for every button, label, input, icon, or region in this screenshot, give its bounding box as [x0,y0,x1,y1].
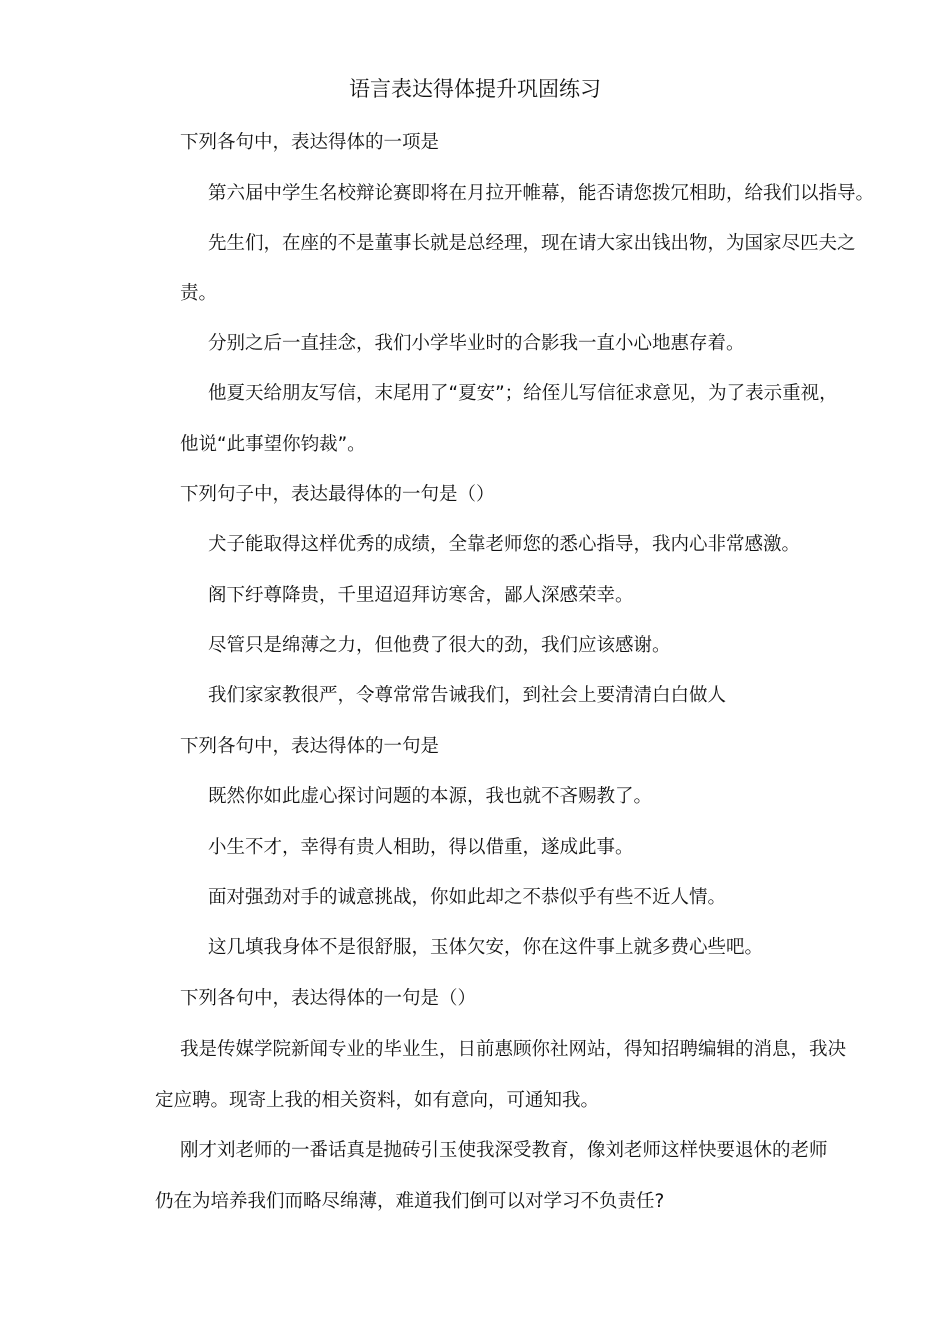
question-1-stem: 下列各句中，表达得体的一项是 [180,132,440,153]
question-2-option-c: 尽管只是绵薄之力，但他费了很大的劲，我们应该感谢。 [208,635,671,656]
question-3-option-d: 这几填我身体不是很舒服，玉体欠安，你在这件事上就多费心些吧。 [208,937,764,958]
question-3-option-c: 面对强劲对手的诚意挑战，你如此却之不恭似乎有些不近人情。 [208,887,727,908]
question-2-option-b: 阁下纡尊降贵，千里迢迢拜访寒舍，鄙人深感荣幸。 [208,585,634,606]
question-1-option-d: 他夏天给朋友写信，末尾用了“夏安”；给侄儿写信征求意见，为了表示重视， [208,383,838,404]
question-4-option-a: 我是传媒学院新闻专业的毕业生，日前惠顾你社网站，得知招聘编辑的消息，我决 [180,1039,847,1060]
question-3-stem: 下列各句中，表达得体的一句是 [180,736,440,757]
question-4-option-b-cont: 仍在为培养我们而略尽绵薄，难道我们倒可以对学习不负责任? [155,1191,665,1212]
question-4-stem: 下列各句中，表达得体的一句是（） [180,988,477,1009]
question-4-option-b: 刚才刘老师的一番话真是抛砖引玉使我深受教育，像刘老师这样快要退休的老师 [180,1140,828,1161]
question-3-option-a: 既然你如此虚心探讨问题的本源，我也就不吝赐教了。 [208,786,653,807]
question-1-option-c: 分别之后一直挂念，我们小学毕业时的合影我一直小心地惠存着。 [208,333,745,354]
question-1-option-b: 先生们，在座的不是董事长就是总经理，现在请大家出钱出物，为国家尽匹夫之 [208,233,856,254]
question-1-option-d-cont: 他说“此事望你钧裁”。 [180,434,366,455]
question-4-option-a-cont: 定应聘。现寄上我的相关资料，如有意向，可通知我。 [155,1090,600,1111]
question-2-option-a: 犬子能取得这样优秀的成绩，全靠老师您的悉心指导，我内心非常感激。 [208,534,801,555]
question-3-option-b: 小生不才，幸得有贵人相助，得以借重，遂成此事。 [208,837,634,858]
document-title: 语言表达得体提升巩固练习 [349,77,601,101]
question-2-option-d: 我们家家教很严，令尊常常告诫我们，到社会上要清清白白做人 [208,685,727,706]
question-1-option-b-cont: 责。 [180,283,218,304]
question-2-stem: 下列句子中，表达最得体的一句是（） [180,484,495,505]
question-1-option-a: 第六届中学生名校辩论赛即将在月拉开帷幕，能否请您拨冗相助，给我们以指导。 [208,183,875,204]
